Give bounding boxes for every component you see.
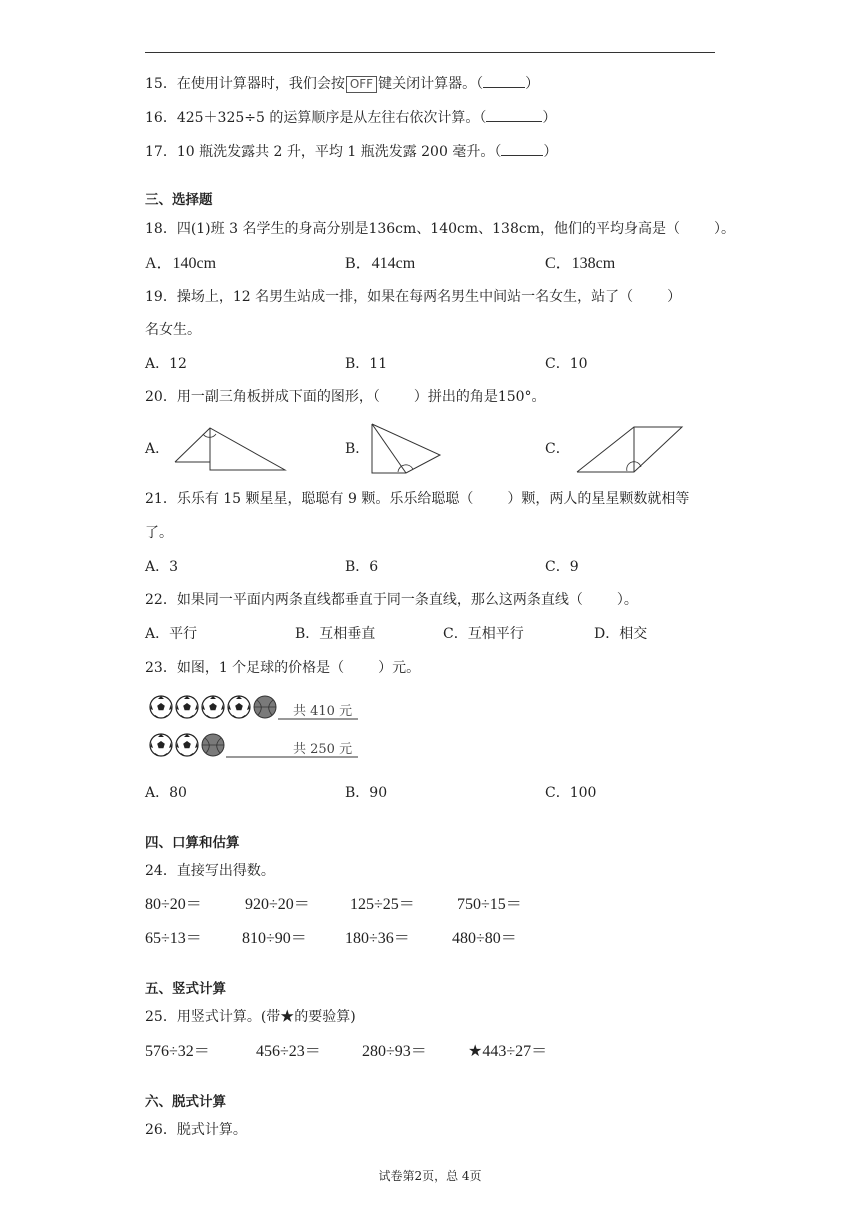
off-key-box: OFF (346, 76, 377, 93)
option-a[interactable]: A．平行 (145, 626, 198, 642)
q15-text-2: 键关闭计算器。（ (378, 76, 484, 92)
q23-text: 23．如图，1 个足球的价格是（ (145, 660, 345, 676)
q19-text: 19．操场上，12 名男生站成一排，如果在每两名男生中间站一名女生，站了（ (145, 289, 634, 305)
triangle-figure-a (170, 424, 290, 476)
q19-close: ） (667, 289, 682, 305)
option-c[interactable]: C． (545, 441, 570, 457)
triangle-figure-b (368, 420, 448, 476)
mental-calc-item: 125÷25＝ (350, 896, 415, 913)
option-c[interactable]: C．9 (545, 559, 579, 575)
option-c[interactable]: C．138cm (545, 255, 616, 272)
option-a[interactable]: A． (145, 441, 170, 457)
mental-calc-item: 810÷90＝ (242, 930, 307, 947)
mental-calc-item: 480÷80＝ (452, 930, 517, 947)
section-title-5: 五、竖式计算 (145, 981, 226, 997)
q17-text: 17．10 瓶洗发露共 2 升，平均 1 瓶洗发露 200 毫升。（ (145, 144, 502, 160)
answer-blank[interactable] (486, 109, 542, 122)
question-26: 26．脱式计算。 (145, 1122, 247, 1138)
mental-calc-item: 920÷20＝ (245, 896, 310, 913)
vertical-calc-item: ★443÷27＝ (468, 1043, 548, 1060)
section-title-3: 三、选择题 (145, 192, 213, 208)
q19-line2: 名女生。 (145, 322, 201, 338)
row1-total-label: 共 410 元 (293, 704, 353, 719)
q20-text: 20．用一副三角板拼成下面的图形，（ (145, 389, 380, 405)
vertical-calc-item: 456÷23＝ (256, 1043, 321, 1060)
option-a[interactable]: A．80 (145, 785, 187, 801)
q21-line2: 了。 (145, 525, 173, 541)
question-22 (145, 593, 638, 607)
q17-close: ） (543, 144, 558, 160)
q15-close: ） (525, 76, 540, 92)
mental-calc-item: 180÷36＝ (345, 930, 410, 947)
question-17 (145, 143, 557, 159)
option-a[interactable]: A．3 (145, 559, 179, 575)
row2-total-label: 共 250 元 (293, 742, 353, 757)
question-18 (145, 222, 735, 236)
q18-close: ）。 (713, 221, 735, 237)
answer-blank[interactable] (483, 75, 525, 88)
option-b[interactable]: B．414cm (345, 255, 416, 272)
option-b[interactable]: B． (345, 441, 370, 457)
section-title-6: 六、脱式计算 (145, 1094, 226, 1110)
triangle-figure-c (574, 424, 684, 476)
q21-text-2: ）颗，两人的星星颗数就相等 (507, 491, 690, 507)
page-footer: 试卷第2页，总 4页 (378, 1169, 482, 1183)
mental-calc-item: 80÷20＝ (145, 896, 202, 913)
question-15 (145, 75, 539, 93)
option-b[interactable]: B．90 (345, 785, 388, 801)
option-d[interactable]: D．相交 (594, 626, 648, 642)
mental-calc-item: 65÷13＝ (145, 930, 202, 947)
vertical-calc-item: 280÷93＝ (362, 1043, 427, 1060)
option-c[interactable]: C．10 (545, 356, 588, 372)
question-20 (145, 390, 546, 404)
mental-calc-item: 750÷15＝ (457, 896, 522, 913)
vertical-calc-item: 576÷32＝ (145, 1043, 210, 1060)
option-a[interactable]: A．140cm (145, 255, 217, 272)
question-24: 24．直接写出得数。 (145, 863, 275, 879)
q22-text: 22．如果同一平面内两条直线都垂直于同一条直线，那么这两条直线（ (145, 592, 583, 608)
q23-close: ）元。 (378, 660, 421, 676)
option-c[interactable]: C．100 (545, 785, 597, 801)
question-19 (145, 290, 681, 304)
option-b[interactable]: B．6 (345, 559, 379, 575)
option-a[interactable]: A．12 (145, 356, 187, 372)
q16-text: 16．425＋325÷5 的运算顺序是从左往右依次计算。（ (145, 110, 487, 126)
question-25: 25．用竖式计算。(带★的要验算) (145, 1009, 356, 1025)
question-16 (145, 109, 556, 125)
q22-close: ）。 (616, 592, 638, 608)
header-rule (145, 52, 715, 53)
option-b[interactable]: B．11 (345, 356, 388, 372)
q21-text: 21．乐乐有 15 颗星星，聪聪有 9 颗。乐乐给聪聪（ (145, 491, 474, 507)
option-c[interactable]: C．互相平行 (443, 626, 524, 642)
q15-text: 15．在使用计算器时，我们会按 (145, 76, 345, 92)
answer-blank[interactable] (501, 143, 543, 156)
question-21 (145, 492, 689, 506)
question-23 (145, 661, 420, 675)
section-title-4: 四、口算和估算 (145, 835, 240, 851)
option-b[interactable]: B．互相垂直 (295, 626, 376, 642)
q16-close: ） (542, 110, 557, 126)
q18-text: 18．四(1)班 3 名学生的身高分别是136cm、140cm、138cm，他们的平均身高是（ (145, 221, 680, 237)
q20-close: ）拼出的角是150°。 (413, 389, 546, 405)
